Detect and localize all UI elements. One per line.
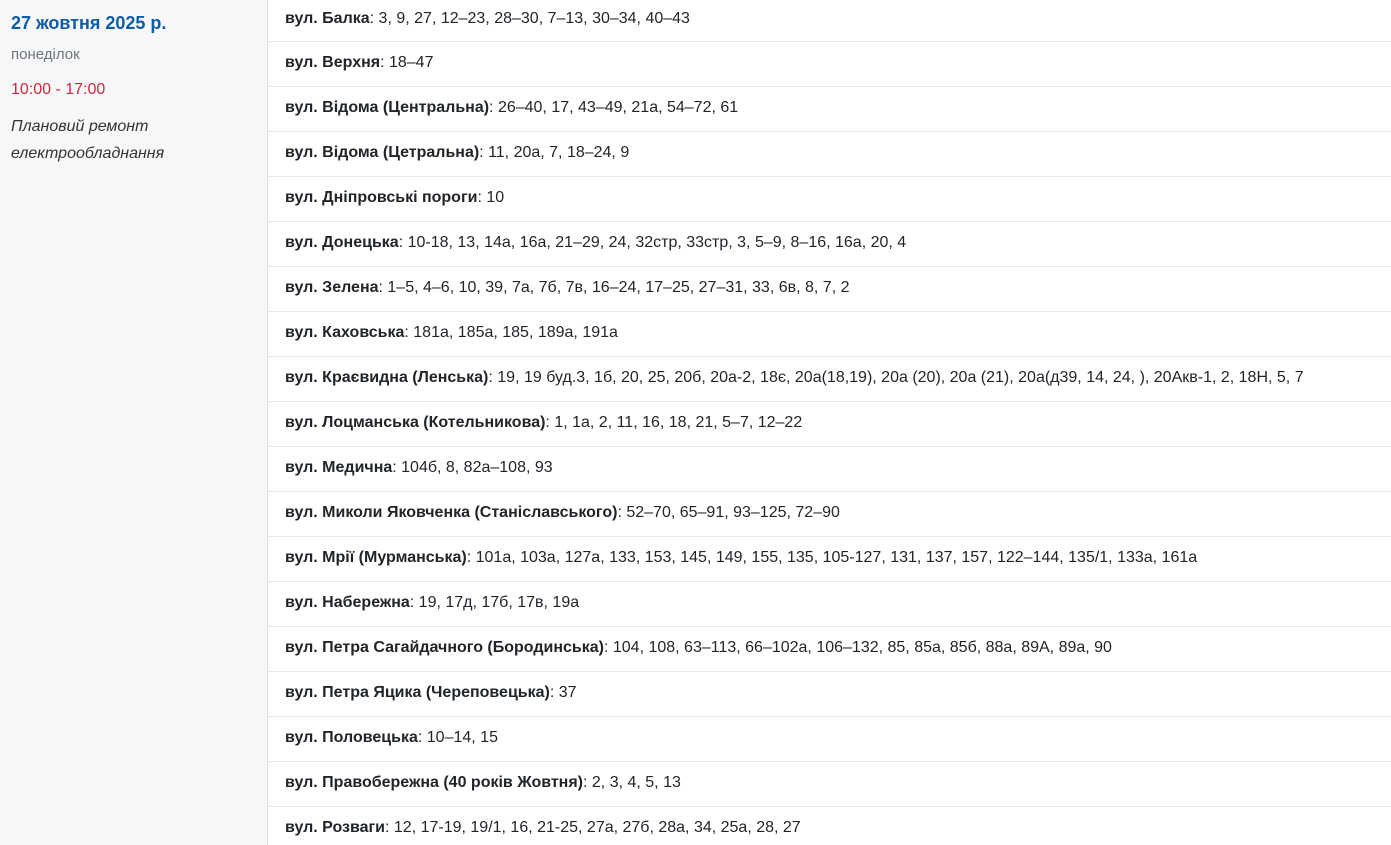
house-numbers: 3, 9, 27, 12–23, 28–30, 7–13, 30–34, 40–43 xyxy=(378,10,690,27)
outage-weekday: понеділок xyxy=(11,46,80,63)
street-row xyxy=(268,0,1391,42)
street-separator: : xyxy=(385,819,394,836)
street-separator: : xyxy=(417,729,427,746)
house-numbers: 12, 17-19, 19/1, 16, 21-25, 27а, 27б, 28а, 34, 25а, 28, 27 xyxy=(393,819,801,836)
outage-date: 27 жовтня 2025 р. xyxy=(11,13,167,33)
house-numbers: 1, 1а, 2, 11, 16, 18, 21, 5–7, 12–22 xyxy=(554,414,803,431)
street-name: вул. Правобережна (40 років Жовтня) xyxy=(285,774,584,791)
street-separator: : xyxy=(409,594,419,611)
street-separator: : xyxy=(603,639,613,656)
street-name: вул. Зелена xyxy=(285,279,379,296)
outage-time-range: 10:00 - 17:00 xyxy=(11,81,106,98)
street-row xyxy=(268,582,1391,627)
street-row xyxy=(268,312,1391,357)
house-numbers: 101а, 103а, 127а, 133, 153, 145, 149, 155, 135, 105-127, 131, 137, 157, 122–144, 135/1, 133а, 161а xyxy=(475,549,1198,566)
street-name: вул. Лоцманська (Котельникова) xyxy=(285,414,546,431)
street-name: вул. Краєвидна (Ленська) xyxy=(285,369,489,386)
street-row xyxy=(268,267,1391,312)
house-numbers: 19, 17д, 17б, 17в, 19а xyxy=(418,594,580,611)
house-numbers: 1–5, 4–6, 10, 39, 7а, 7б, 7в, 16–24, 17–25, 27–31, 33, 6в, 8, 7, 2 xyxy=(387,279,850,296)
street-name: вул. Відома (Центральна) xyxy=(285,99,490,116)
house-numbers: 10–14, 15 xyxy=(426,729,498,746)
street-separator: : xyxy=(583,774,592,791)
house-numbers: 181а, 185а, 185, 189а, 191а xyxy=(413,324,618,341)
street-row xyxy=(268,672,1391,717)
schedule-info-panel xyxy=(0,0,268,845)
street-list-panel xyxy=(268,0,1391,845)
street-row xyxy=(268,447,1391,492)
street-name: вул. Мрії (Мурманська) xyxy=(285,549,467,566)
street-name: вул. Миколи Яковченка (Станіславського) xyxy=(285,504,618,521)
street-separator: : xyxy=(617,504,627,521)
house-numbers: 104, 108, 63–113, 66–102а, 106–132, 85, 85а, 85б, 88а, 89А, 89а, 90 xyxy=(612,639,1112,656)
house-numbers: 52–70, 65–91, 93–125, 72–90 xyxy=(626,504,840,521)
street-separator: : xyxy=(477,189,487,206)
street-row xyxy=(268,627,1391,672)
street-name: вул. Набережна xyxy=(285,594,410,611)
house-numbers: 104б, 8, 82а–108, 93 xyxy=(401,459,553,476)
street-name: вул. Балка xyxy=(285,10,370,27)
street-separator: : xyxy=(545,414,555,431)
street-row xyxy=(268,177,1391,222)
street-row xyxy=(268,537,1391,582)
street-separator: : xyxy=(489,99,498,116)
street-separator: : xyxy=(549,684,559,701)
street-separator: : xyxy=(466,549,476,566)
street-row xyxy=(268,357,1391,402)
street-row xyxy=(268,402,1391,447)
street-name: вул. Відома (Цетральна) xyxy=(285,144,480,161)
house-numbers: 19, 19 буд.3, 1б, 20, 25, 20б, 20а-2, 18є, 20а(18,19), 20а (20), 20а (21), 20а(д39, 14, 24, ), 20Акв-1, 2, 18Н, 5, 7 xyxy=(497,369,1304,386)
street-name: вул. Каховська xyxy=(285,324,405,341)
street-row xyxy=(268,762,1391,807)
street-separator: : xyxy=(380,54,389,71)
house-numbers: 37 xyxy=(558,684,577,701)
street-separator: : xyxy=(488,369,498,386)
house-numbers: 10 xyxy=(486,189,505,206)
street-row xyxy=(268,222,1391,267)
street-name: вул. Донецька xyxy=(285,234,399,251)
street-separator: : xyxy=(392,459,402,476)
house-numbers: 11, 20а, 7, 18–24, 9 xyxy=(488,144,630,161)
street-name: вул. Дніпровські пороги xyxy=(285,189,478,206)
street-separator: : xyxy=(404,324,414,341)
street-separator: : xyxy=(479,144,489,161)
street-separator: : xyxy=(369,10,379,27)
house-numbers: 26–40, 17, 43–49, 21а, 54–72, 61 xyxy=(497,99,739,116)
outage-reason: Плановий ремонт електрообладнання xyxy=(11,118,165,162)
street-name: вул. Розваги xyxy=(285,819,385,836)
street-row xyxy=(268,492,1391,537)
street-row xyxy=(268,717,1391,762)
street-separator: : xyxy=(378,279,388,296)
house-numbers: 10-18, 13, 14а, 16а, 21–29, 24, 32стр, 33стр, 3, 5–9, 8–16, 16а, 20, 4 xyxy=(407,234,907,251)
street-name: вул. Верхня xyxy=(285,54,381,71)
street-name: вул. Петра Сагайдачного (Бородинська) xyxy=(285,639,604,656)
street-name: вул. Медична xyxy=(285,459,393,476)
street-name: вул. Петра Яцика (Череповецька) xyxy=(285,684,550,701)
street-name: вул. Половецька xyxy=(285,729,418,746)
street-list xyxy=(268,0,1391,845)
street-separator: : xyxy=(398,234,408,251)
house-numbers: 18–47 xyxy=(388,54,434,71)
street-row xyxy=(268,42,1391,87)
street-row xyxy=(268,132,1391,177)
street-row xyxy=(268,807,1391,845)
street-row xyxy=(268,87,1391,132)
house-numbers: 2, 3, 4, 5, 13 xyxy=(591,774,681,791)
